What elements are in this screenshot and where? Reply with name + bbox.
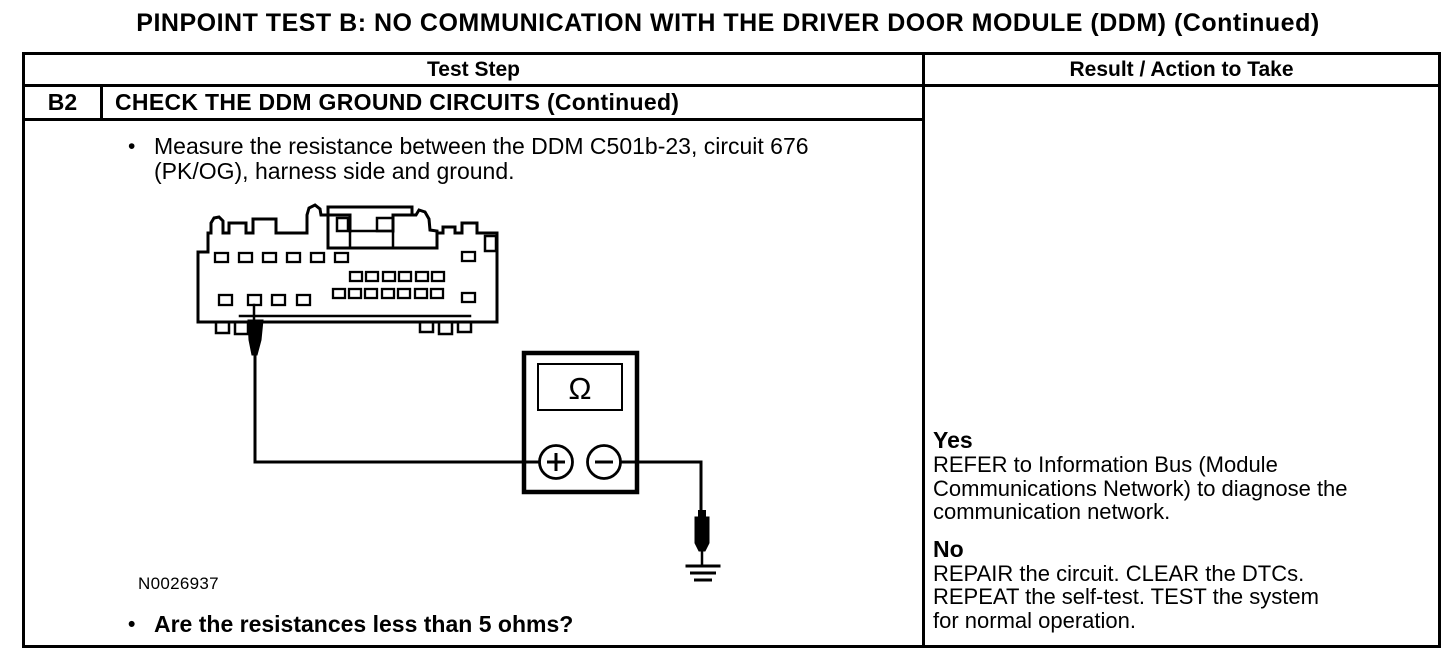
no-label: No — [933, 535, 964, 562]
no-action-line: for normal operation. — [933, 607, 1136, 633]
ground-probe-icon — [695, 510, 709, 566]
test-step-column — [25, 87, 922, 645]
connector-pins — [215, 252, 475, 305]
measurement-figure — [25, 121, 922, 645]
pinpoint-test-table — [22, 52, 1441, 648]
figure-id: N0026937 — [138, 574, 219, 593]
bullet-icon: • — [128, 135, 136, 158]
positive-lead-wire — [255, 355, 556, 462]
ddm-connector-diagram — [198, 205, 497, 334]
ohm-symbol: Ω — [568, 371, 592, 406]
ground-symbol-icon — [687, 566, 719, 580]
col-header-result-action: Result / Action to Take — [922, 55, 1438, 84]
yes-action-line: REFER to Information Bus (Module — [933, 452, 1278, 477]
yes-action-line: communication network. — [933, 499, 1171, 524]
yes-action-line: Communications Network) to diagnose the — [933, 475, 1348, 501]
table-body-row — [25, 87, 1438, 645]
no-action-line: REPEAT the self-test. TEST the system — [933, 584, 1319, 609]
test-step-content — [25, 121, 922, 645]
positive-test-probe-icon — [248, 305, 263, 355]
step-id-cell: B2 — [25, 87, 103, 118]
step-name-cell: CHECK THE DDM GROUND CIRCUITS (Continued) — [115, 89, 680, 115]
result-action-cell — [922, 87, 1438, 645]
col-header-test-step: Test Step — [427, 57, 520, 81]
step-title-row — [25, 87, 922, 121]
question-text: Are the resistances less than 5 ohms? — [154, 611, 574, 637]
table-header-row — [25, 55, 1438, 87]
result-block — [933, 428, 1433, 632]
instruction-text: Measure the resistance between the DDM C501b-23, circuit 676 (PK/OG), harness side and ground. — [154, 133, 809, 184]
page-title: PINPOINT TEST B: NO COMMUNICATION WITH THE DRIVER DOOR MODULE (DDM) (Continued) — [136, 9, 1320, 37]
question-bullet — [128, 612, 573, 637]
no-action-line: REPAIR the circuit. CLEAR the DTCs. — [933, 560, 1305, 586]
yes-label: Yes — [933, 427, 973, 453]
bullet-icon: • — [128, 613, 136, 636]
